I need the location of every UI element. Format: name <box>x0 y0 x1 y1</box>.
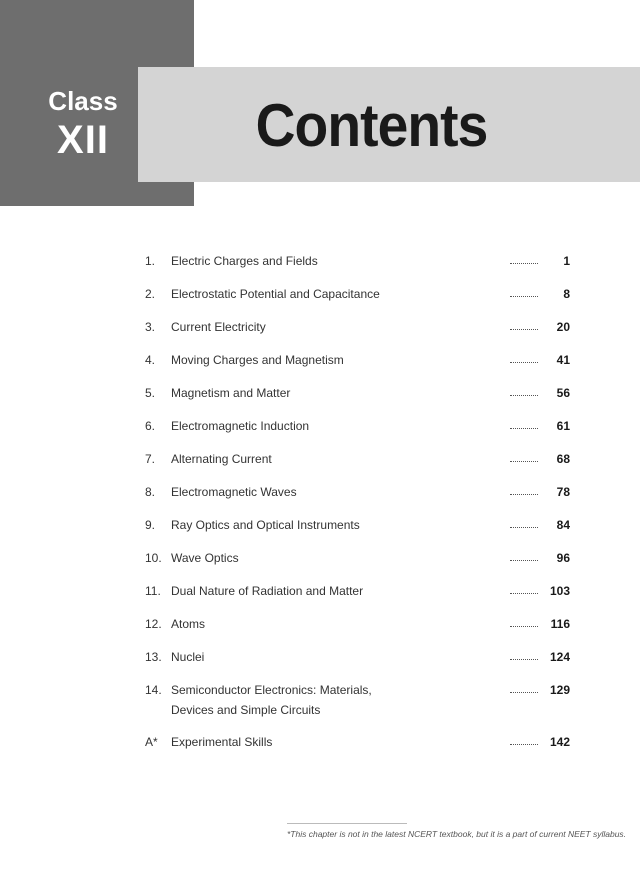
entry-title: Current Electricity <box>171 320 266 334</box>
entry-number: 4. <box>145 353 156 367</box>
entry-page: 56 <box>539 383 570 403</box>
entry-page: 129 <box>539 680 570 700</box>
entry-title: Electromagnetic Waves <box>171 485 297 499</box>
entry-page: 1 <box>539 251 570 271</box>
entry-page: 41 <box>539 350 570 370</box>
entry-title: Atoms <box>171 617 206 631</box>
entry-number: 6. <box>145 419 156 433</box>
entry-title: Electromagnetic Induction <box>171 419 310 433</box>
class-label: Class <box>48 86 118 116</box>
title-band <box>138 67 640 182</box>
entry-number: 7. <box>145 452 156 466</box>
entry-number: 14. <box>145 683 162 697</box>
entry-number: 11. <box>145 584 161 598</box>
class-number: XII <box>57 118 109 162</box>
entry-title: Magnetism and Matter <box>171 386 291 400</box>
entry-page: 124 <box>539 647 570 667</box>
footnote: *This chapter is not in the latest NCERT textbook, but it is a part of current NEET syllabus. <box>287 829 627 839</box>
entry-number: 9. <box>145 518 156 532</box>
entry-number: 10. <box>145 551 162 565</box>
entry-number: 13. <box>145 650 162 664</box>
entry-page: 96 <box>539 548 570 568</box>
entry-title: Electrostatic Potential and Capacitance <box>171 287 380 301</box>
page-title: Contents <box>255 92 488 159</box>
entry-page: 103 <box>539 581 570 601</box>
entry-number: 3. <box>145 320 156 334</box>
entry-title: Dual Nature of Radiation and Matter <box>171 584 364 598</box>
entry-number: 8. <box>145 485 156 499</box>
entry-title-line2: Devices and Simple Circuits <box>171 703 321 717</box>
entry-title: Semiconductor Electronics: Materials, <box>171 683 372 697</box>
entry-page: 84 <box>539 515 570 535</box>
entry-page: 142 <box>539 732 570 752</box>
entry-page: 68 <box>539 449 570 469</box>
entry-number: 12. <box>145 617 162 631</box>
entry-title: Nuclei <box>171 650 205 664</box>
entry-title: Alternating Current <box>171 452 272 466</box>
entry-title: Moving Charges and Magnetism <box>171 353 344 367</box>
entry-title: Ray Optics and Optical Instruments <box>171 518 360 532</box>
entry-number: 5. <box>145 386 156 400</box>
entry-page: 8 <box>539 284 570 304</box>
entry-number: A* <box>145 735 158 749</box>
entry-page: 20 <box>539 317 570 337</box>
entry-title: Electric Charges and Fields <box>171 254 318 268</box>
entry-title: Experimental Skills <box>171 735 273 749</box>
entry-number: 1. <box>145 254 156 268</box>
entry-page: 61 <box>539 416 570 436</box>
entry-page: 116 <box>539 614 570 634</box>
entry-page: 78 <box>539 482 570 502</box>
entry-number: 2. <box>145 287 156 301</box>
entry-title: Wave Optics <box>171 551 239 565</box>
footnote-rule <box>287 823 407 824</box>
